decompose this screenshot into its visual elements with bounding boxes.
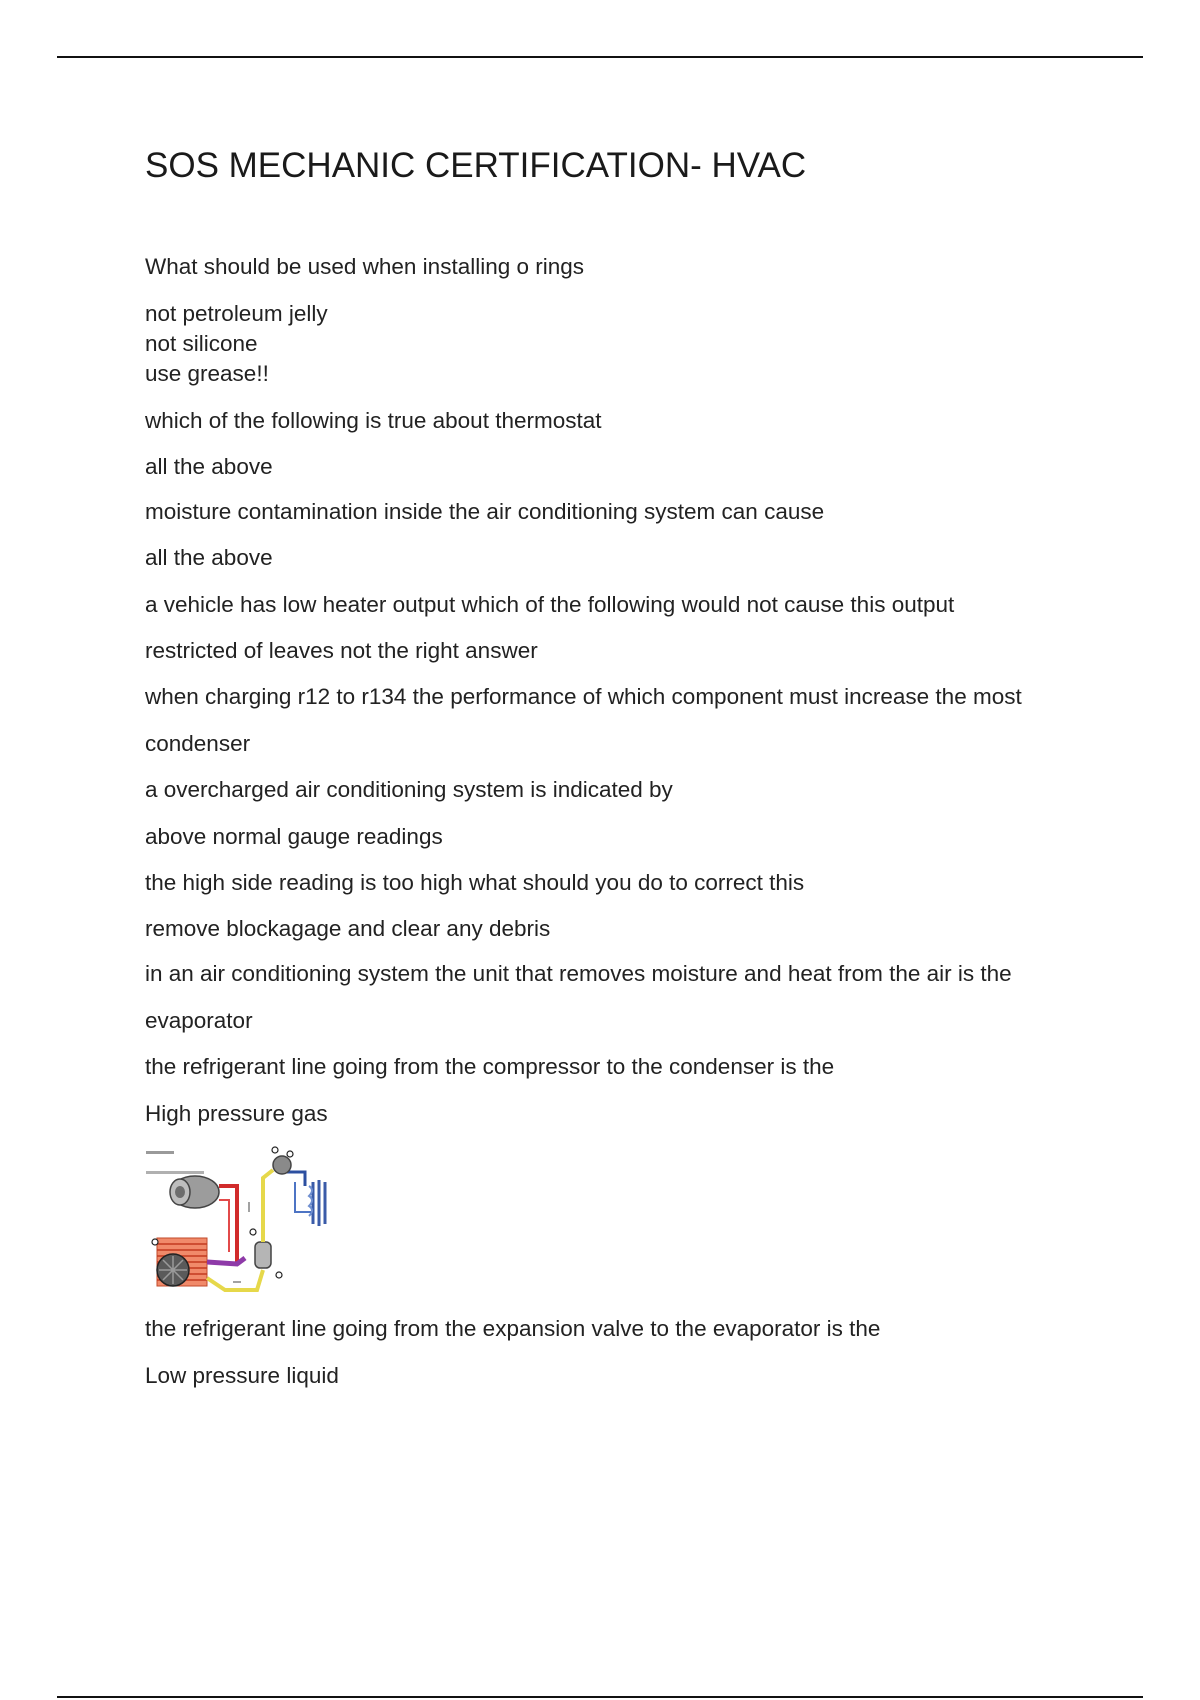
answer-3: all the above (145, 545, 273, 570)
answer-10: Low pressure liquid (145, 1363, 339, 1388)
answer-4: restricted of leaves not the right answer (145, 638, 538, 663)
bottom-rule (57, 1696, 1143, 1698)
answer-6: above normal gauge readings (145, 824, 443, 849)
answer-8: evaporator (145, 1008, 253, 1033)
question-9: the refrigerant line going from the compressor to the condenser is the (145, 1054, 835, 1079)
top-rule (57, 56, 1143, 58)
answer-2: all the above (145, 454, 273, 479)
answer-1-line-1: not petroleum jelly (145, 301, 328, 326)
condenser-fan (157, 1254, 189, 1286)
compressor (170, 1176, 219, 1208)
expansion-valve (273, 1156, 291, 1174)
question-10: the refrigerant line going from the expansion valve to the evaporator is the (145, 1316, 881, 1341)
page-title: SOS MECHANIC CERTIFICATION- HVAC (145, 146, 807, 185)
question-4: a vehicle has low heater output which of the following would not cause this output (145, 592, 955, 617)
answer-5: condenser (145, 731, 251, 756)
question-2: which of the following is true about thermostat (145, 408, 602, 433)
question-1: What should be used when installing o rings (145, 254, 585, 279)
ac-system-diagram (145, 1142, 331, 1294)
question-5: when charging r12 to r134 the performance of which component must increase the most (145, 684, 1022, 709)
question-7: the high side reading is too high what should you do to correct this (145, 870, 805, 895)
answer-1-line-2: not silicone (145, 331, 258, 356)
question-3: moisture contamination inside the air conditioning system can cause (145, 499, 825, 524)
question-8: in an air conditioning system the unit that removes moisture and heat from the air is the (145, 961, 1012, 986)
receiver-drier (255, 1242, 271, 1268)
question-6: a overcharged air conditioning system is indicated by (145, 777, 673, 802)
answer-1-line-3: use grease!! (145, 361, 269, 386)
answer-9: High pressure gas (145, 1101, 328, 1126)
answer-7: remove blockagage and clear any debris (145, 916, 551, 941)
